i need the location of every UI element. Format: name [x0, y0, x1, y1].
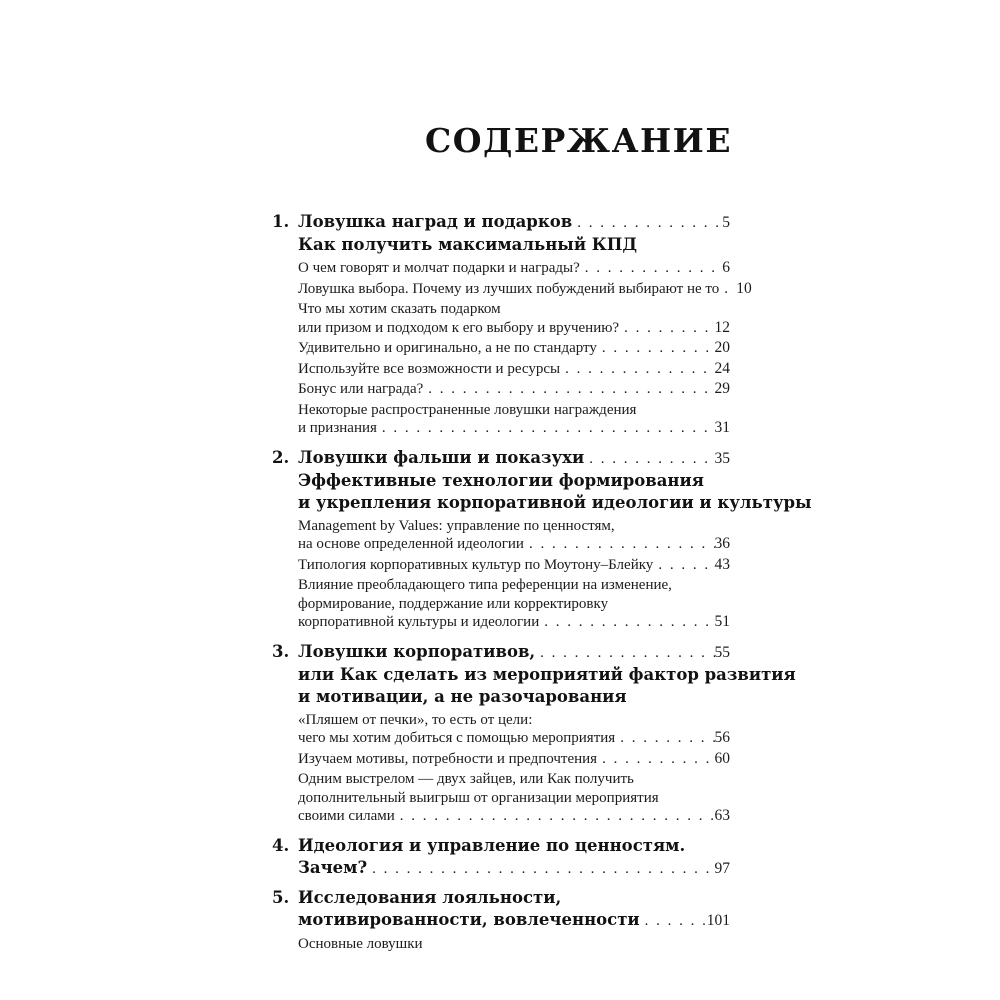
toc-items [298, 711, 730, 826]
toc-line [298, 470, 730, 492]
toc-text: своими силами [298, 808, 395, 824]
toc-item [298, 935, 730, 954]
toc-line [298, 556, 730, 575]
toc-line [298, 909, 730, 932]
toc-line [298, 211, 730, 234]
dot-leader [597, 339, 715, 358]
toc-text: Ловушка наград и подарков [298, 212, 573, 231]
toc-line [298, 887, 730, 909]
toc-text: мотивированности, вовлеченности [298, 909, 640, 929]
page-number: 24 [714, 359, 730, 377]
toc-text: или Как сделать из мероприятий фактор развития [298, 664, 796, 684]
toc-line [298, 517, 730, 536]
toc-text: Одним выстрелом — двух зайцев, или Как получить [298, 771, 634, 787]
toc-line [298, 750, 730, 769]
toc-line [298, 613, 730, 632]
toc-line [298, 595, 730, 614]
toc-line [298, 686, 730, 708]
toc-text: и мотивации, а не разочарования [298, 686, 627, 706]
page-number: 20 [714, 339, 730, 356]
toc-item [298, 750, 730, 769]
entry-number: 4. [272, 835, 290, 855]
entry-number: 2. [272, 447, 290, 467]
toc-entry [272, 447, 812, 634]
toc-line [298, 664, 796, 686]
toc-text: Эффективные технологии формирования [298, 470, 704, 490]
dot-leader [640, 910, 707, 932]
toc-text: Удивительно и оригинально, а не по стандарту [298, 340, 597, 356]
table-of-contents [272, 211, 812, 962]
toc-text: и признания [298, 420, 377, 436]
page-number: 60 [714, 749, 730, 767]
entry-body [298, 447, 812, 634]
entry-body [298, 641, 796, 828]
toc-line [298, 279, 752, 299]
entry-body [298, 211, 752, 440]
toc-line [298, 300, 730, 319]
toc-item [298, 517, 730, 554]
toc-line [298, 360, 730, 379]
toc-text: на основе определенной идеологии [298, 536, 524, 552]
dot-leader [584, 448, 714, 470]
entry-body [298, 887, 730, 956]
page-number: 6 [722, 259, 730, 276]
dot-leader [719, 280, 736, 299]
toc-text: Используйте все возможности и ресурсы [298, 360, 561, 377]
dot-leader [560, 360, 714, 379]
toc-line [298, 935, 730, 954]
toc-entry [272, 887, 730, 956]
toc-line [298, 447, 730, 470]
dot-leader [377, 419, 715, 438]
toc-item [298, 339, 730, 358]
toc-text: корпоративной культуры и идеологии [298, 614, 540, 630]
toc-line [298, 807, 730, 826]
toc-entry [272, 211, 752, 440]
page-number: 43 [714, 555, 730, 573]
toc-text: Management by Values: управление по ценностям, [298, 517, 615, 534]
toc-items [298, 259, 752, 438]
dot-leader [653, 556, 714, 575]
toc-text: Влияние преобладающего типа референции на изменение, [298, 577, 672, 593]
toc-text: «Пляшем от печки», то есть от цели: [298, 711, 533, 728]
toc-line [298, 711, 730, 730]
dot-leader [580, 259, 722, 278]
toc-text: Что мы хотим сказать подарком [298, 301, 501, 317]
toc-line [298, 535, 730, 554]
page-number: 101 [706, 911, 730, 929]
toc-line [298, 576, 730, 595]
toc-text: Бонус или награда? [298, 381, 424, 397]
toc-item [298, 576, 730, 632]
page-title: СОДЕРЖАНИЕ [424, 121, 732, 160]
page-number: 5 [722, 214, 730, 231]
toc-line [298, 234, 730, 256]
toc-text: Зачем? [298, 857, 368, 877]
toc-text: Ловушки корпоративов, [298, 641, 536, 661]
page-number: 55 [714, 643, 730, 661]
entry-body [298, 835, 730, 880]
entry-number: 3. [272, 641, 290, 661]
toc-text: или призом и подходом к его выбору и вручению? [298, 319, 620, 336]
dot-leader [423, 380, 714, 399]
page-number: 51 [714, 613, 730, 630]
page-number: 63 [714, 807, 730, 824]
toc-line [298, 835, 730, 857]
toc-line [298, 259, 730, 278]
entry-number: 5. [272, 887, 290, 907]
page-number: 35 [714, 449, 730, 467]
toc-text: Идеология и управление по ценностям. [298, 835, 686, 855]
toc-text: Некоторые распространенные ловушки награждения [298, 401, 637, 418]
toc-item [298, 711, 730, 748]
toc-item [298, 279, 752, 299]
toc-item [298, 556, 730, 575]
toc-text: Ловушка выбора. Почему из лучших побуждений выбирают не то [298, 280, 720, 297]
toc-line [298, 857, 730, 880]
toc-text: Типология корпоративных культур по Моутону–Блейку [298, 556, 654, 573]
dot-leader [572, 212, 722, 234]
dot-leader [619, 319, 714, 338]
toc-text: чего мы хотим добиться с помощью мероприятия [298, 730, 616, 746]
toc-item [298, 770, 730, 826]
toc-text: О чем говорят и молчат подарки и награды? [298, 260, 580, 276]
toc-item [298, 360, 730, 379]
toc-entry [272, 835, 730, 880]
page-number: 97 [714, 859, 730, 877]
entry-number: 1. [272, 212, 290, 231]
toc-items [298, 517, 730, 632]
toc-line [298, 729, 730, 748]
dot-leader [367, 858, 714, 880]
page-number: 10 [736, 279, 752, 297]
toc-text: Основные ловушки [298, 935, 423, 952]
dot-leader [535, 642, 714, 664]
toc-text: дополнительный выигрыш от организации мероприятия [298, 789, 659, 806]
dot-leader [597, 750, 714, 769]
toc-line [298, 319, 730, 338]
toc-text: и укрепления корпоративной идеологии и культуры [298, 492, 812, 512]
toc-line [298, 339, 730, 358]
dot-leader [615, 729, 714, 748]
toc-item [298, 259, 730, 278]
toc-line [298, 419, 730, 438]
toc-item [298, 401, 730, 438]
toc-text: Изучаем мотивы, потребности и предпочтения [298, 750, 598, 767]
toc-line [298, 770, 730, 789]
page-number: 36 [714, 535, 730, 552]
toc-entry [272, 641, 796, 828]
toc-line [298, 641, 730, 664]
page-number: 31 [714, 419, 730, 436]
page-number: 12 [714, 318, 730, 336]
toc-line [298, 789, 730, 808]
toc-text: формирование, поддержание или корректировку [298, 595, 609, 612]
toc-items [298, 935, 730, 954]
toc-text: Исследования лояльности, [298, 887, 562, 907]
toc-line [298, 401, 730, 420]
dot-leader [539, 613, 714, 632]
dot-leader [395, 807, 715, 826]
page-number: 29 [714, 380, 730, 397]
toc-line [298, 492, 812, 514]
page-number: 56 [714, 729, 730, 746]
dot-leader [524, 535, 715, 554]
toc-text: Как получить максимальный КПД [298, 235, 638, 254]
toc-item [298, 300, 730, 337]
toc-text: Ловушки фальши и показухи [298, 447, 585, 467]
toc-item [298, 380, 730, 399]
toc-line [298, 380, 730, 399]
